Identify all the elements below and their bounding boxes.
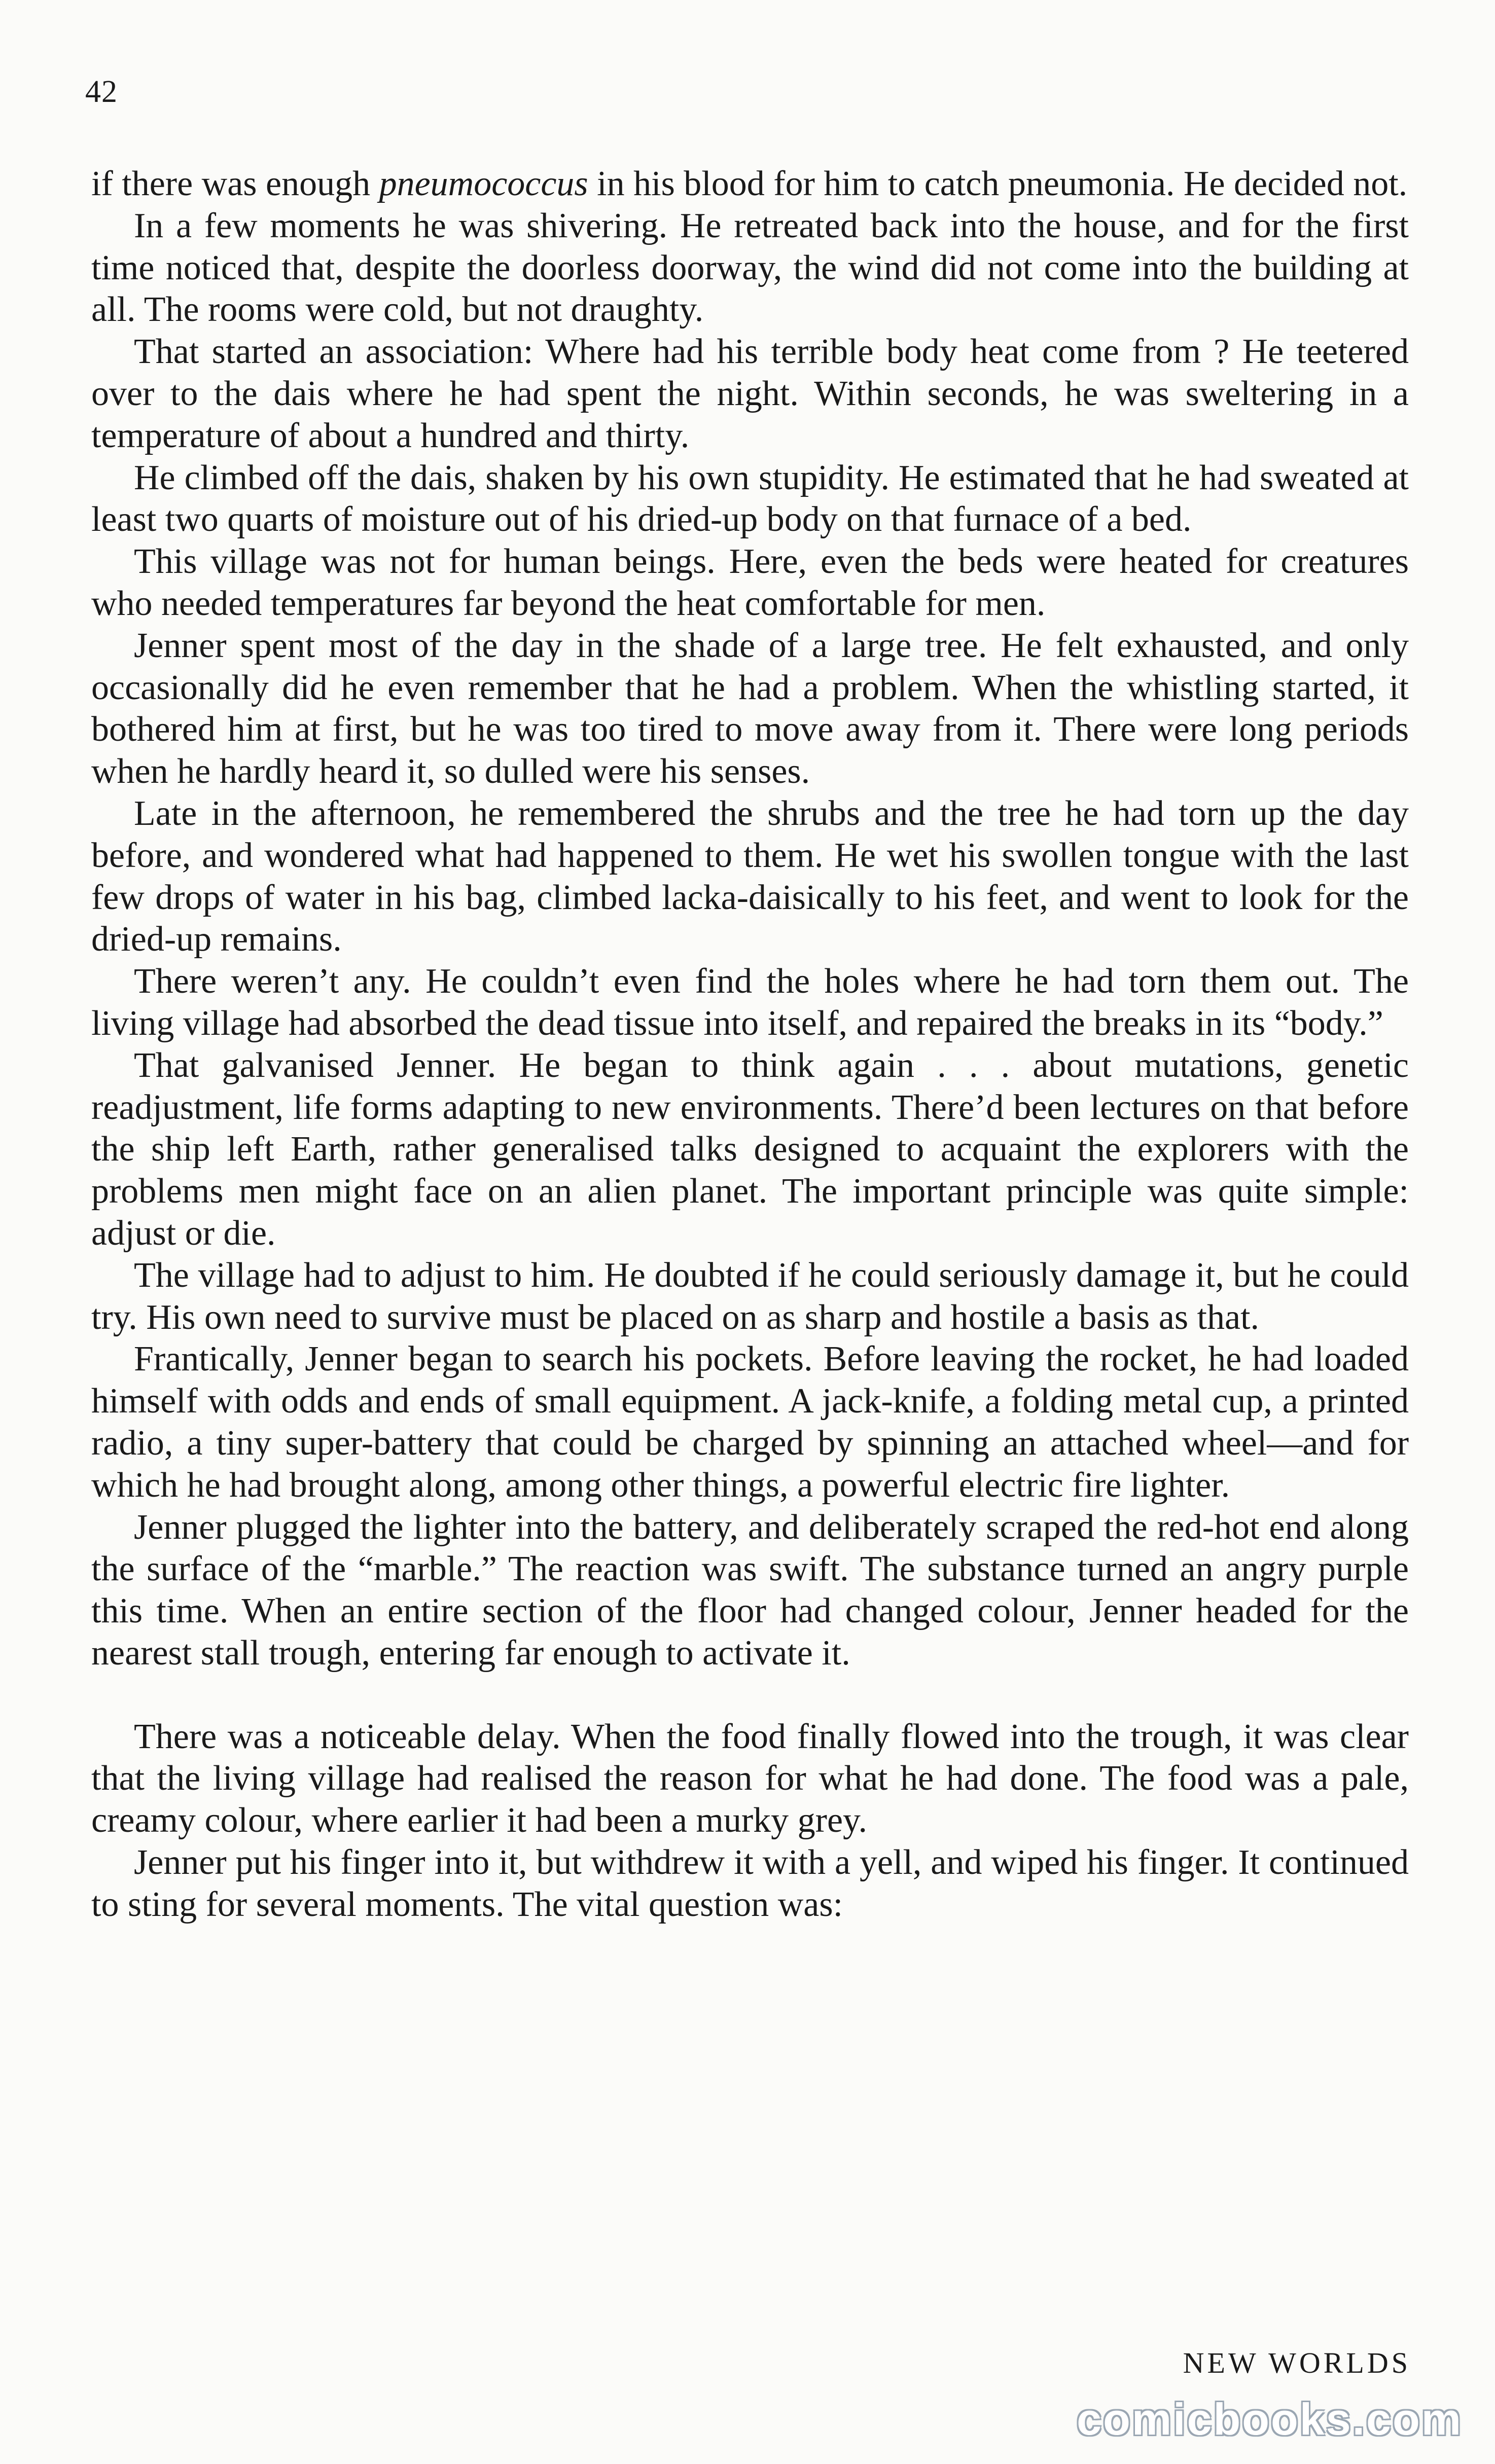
paragraph-7: Late in the afternoon, he remembered the shrubs and the tree he had torn up the day before, and wondered what had happened to them. He wet his swollen tongue with the last few drops of water in his bag, climbed lacka-daisically to his feet, and went to look for the dried-up remains. — [91, 793, 1409, 959]
paragraph-14: Jenner put his finger into it, but withdrew it with a yell, and wiped his finger. It continued to sting for several moments. The vital question was: — [91, 1843, 1409, 1924]
paragraph-13: There was a noticeable delay. When the food finally flowed into the trough, it was clear that the living village had realised the reason for what he had done. The food was a pale, creamy colour, where earlier it had been a murky grey. — [91, 1717, 1409, 1840]
paragraph-4: He climbed off the dais, shaken by his own stupidity. He estimated that he had sweated at least two quarts of moisture out of his dried-up body on that furnace of a bed. — [91, 458, 1409, 539]
paragraph-1 — [91, 163, 1409, 205]
magazine-title-footer: NEW WORLDS — [1183, 2346, 1411, 2379]
paragraph-6: Jenner spent most of the day in the shade of a large tree. He felt exhausted, and only occasionally did he even remember that he had a problem. When the whistling started, it bothered him at first, but he was too tired to move away from it. There were long periods when he hardly heard it, so dulled were his senses. — [91, 626, 1409, 791]
story-text — [91, 163, 1409, 1926]
paragraph-2: In a few moments he was shivering. He retreated back into the house, and for the first time noticed that, despite the doorless doorway, the wind did not come into the building at all. The rooms were cold, but not draughty. — [91, 206, 1409, 330]
watermark-logo: comicbooks.com — [1077, 2394, 1463, 2444]
paragraph-1-text-start: if there was enough — [91, 164, 379, 203]
paragraph-9: That galvanised Jenner. He began to think again . . . about mutations, genetic readjustment, life forms adapting to new environments. There’d been lectures on that before the ship left Earth, rather generalised talks designed to acquaint the explorers with the problems men might face on an alien planet. The important principle was quite simple: adjust or die. — [91, 1045, 1409, 1253]
paragraph-5: This village was not for human beings. Here, even the beds were heated for creatures who needed temperatures far beyond the heat comfortable for men. — [91, 542, 1409, 623]
italic-term: pneumococcus — [379, 164, 588, 203]
paragraph-8: There weren’t any. He couldn’t even find the holes where he had torn them out. The living village had absorbed the dead tissue into itself, and repaired the breaks in its “body.” — [91, 962, 1409, 1043]
paragraph-11: Frantically, Jenner began to search his pockets. Before leaving the rocket, he had loaded himself with odds and ends of small equipment. A jack-knife, a folding metal cup, a printed radio, a tiny super-battery that could be charged by spinning an attached wheel—and for which he had brought along, among other things, a powerful electric fire lighter. — [91, 1339, 1409, 1505]
paragraph-10: The village had to adjust to him. He doubted if he could seriously damage it, but he could try. His own need to survive must be placed on as sharp and hostile a basis as that. — [91, 1255, 1409, 1337]
paragraph-1-text-end: in his blood for him to catch pneumonia. He decided not. — [588, 164, 1408, 203]
page-number: 42 — [85, 75, 118, 109]
paragraph-12: Jenner plugged the lighter into the battery, and deliberately scraped the red-hot end along the surface of the “marble.” The reaction was swift. The substance turned an angry purple this time. When an entire section of the floor had changed colour, Jenner headed for the nearest stall trough, entering far enough to activate it. — [91, 1507, 1409, 1673]
paragraph-3: That started an association: Where had his terrible body heat come from ? He teetered over to the dais where he had spent the night. Within seconds, he was sweltering in a temperature of about a hundred and thirty. — [91, 332, 1409, 455]
section-break — [91, 1675, 1409, 1716]
